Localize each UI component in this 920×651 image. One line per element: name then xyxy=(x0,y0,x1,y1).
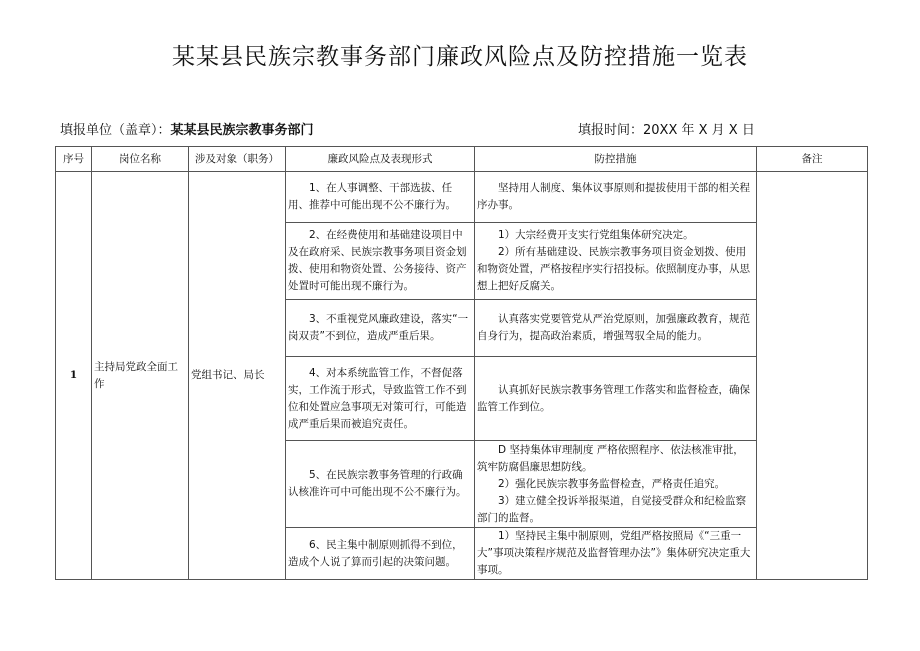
header-cell: 防控措施 xyxy=(475,147,757,172)
table-header-row xyxy=(56,147,868,172)
filing-unit-label: 填报单位（盖章）： xyxy=(60,123,171,138)
remarks-cell xyxy=(757,172,868,580)
filing-unit-value: 某某县民族宗教事务部门 xyxy=(170,123,314,138)
control-measure: 认真落实党要管党从严治党原则，加强廉政教育，规范自身行为，提高政治素质，增强驾驭全局的能力。 xyxy=(475,300,757,357)
target-position: 党组书记、局长 xyxy=(189,172,286,580)
measure-line: 2）强化民族宗教事务监督检查，严格责任追究。 xyxy=(498,477,726,490)
page-title: 某某县民族宗教事务部门廉政风险点及防控措施一览表 xyxy=(172,44,748,70)
filing-unit xyxy=(60,119,314,138)
filing-time xyxy=(578,119,755,138)
control-measure: 1）坚持民主集中制原则，党组严格按照局《“三重一大”事项决策程序规范及监督管理办法”》集体研究决定重大事项。 xyxy=(475,528,757,580)
header-cell: 廉政风险点及表现形式 xyxy=(286,147,475,172)
control-measure xyxy=(475,441,757,528)
risk-point: 2、在经费使用和基础建设项目中及在政府采、民族宗教事务项目资金划拨、使用和物资处置、公务接待、资产处置时可能出现不廉行为。 xyxy=(286,223,475,300)
filing-time-value: 20XX 年 X 月 X 日 xyxy=(643,123,755,138)
control-measure: 认真抓好民族宗教事务管理工作落实和监督检查，确保监管工作到位。 xyxy=(475,357,757,441)
header-cell: 序号 xyxy=(56,147,92,172)
risk-point: 5、在民族宗教事务管理的行政确认核准许可中可能出现不公不廉行为。 xyxy=(286,441,475,528)
measure-line: 1）大宗经费开支实行党组集体研究决定。 xyxy=(498,229,694,241)
risk-table xyxy=(55,146,868,580)
risk-point: 3、不重视党风廉政建设，落实“一岗双责”不到位，造成严重后果。 xyxy=(286,300,475,357)
filing-time-label: 填报时间： xyxy=(578,123,644,138)
row-number: 1 xyxy=(56,172,92,580)
table-row xyxy=(56,172,868,223)
risk-point: 4、对本系统监管工作，不督促落实，工作流于形式，导致监管工作不到位和处置应急事项无对策可行，可能造成严重后果而被追究责任。 xyxy=(286,357,475,441)
header-cell: 岗位名称 xyxy=(92,147,189,172)
risk-point: 6、民主集中制原则抓得不到位，造成个人说了算而引起的决策问题。 xyxy=(286,528,475,580)
measure-line: D 坚持集体审理制度 严格依照程序、依法核准审批，筑牢防腐倡廉思想防线。 xyxy=(477,443,744,473)
post-name: 主持局党政全面工作 xyxy=(92,172,189,580)
header-cell: 备注 xyxy=(757,147,868,172)
header-cell: 涉及对象（职务） xyxy=(189,147,286,172)
measure-line: 2）所有基础建设、民族宗教事务项目资金划拨、使用和物资处置，严格按程序实行招投标。依照制度办事，从思想上把好反腐关。 xyxy=(477,246,750,292)
risk-point: 1、在人事调整、干部选拔、任用、推荐中可能出现不公不廉行为。 xyxy=(286,172,475,223)
control-measure xyxy=(475,223,757,300)
measure-line: 3）建立健全投诉举报渠道，自觉接受群众和纪检监察部门的监督。 xyxy=(477,494,747,524)
control-measure: 坚持用人制度、集体议事原则和提拔使用干部的相关程序办事。 xyxy=(475,172,757,223)
